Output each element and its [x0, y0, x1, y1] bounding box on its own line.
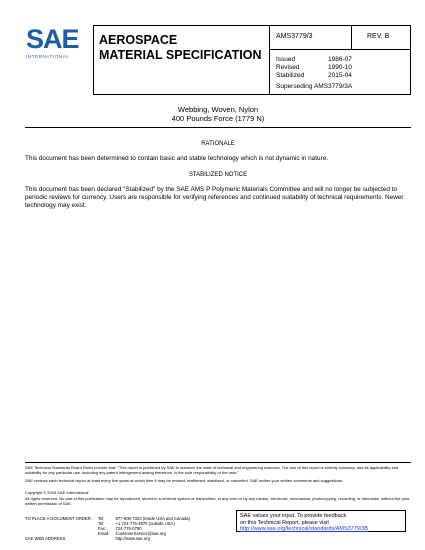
revision-label: REV. B	[367, 33, 390, 40]
date-table	[276, 56, 352, 80]
logo-mark: SAE	[26, 24, 79, 54]
order-label: TO PLACE A DOCUMENT ORDER:	[25, 516, 92, 521]
issued-value: 1986-07	[328, 56, 352, 63]
tel2-label: Tel:	[97, 521, 105, 526]
superseding-note: Superseding AMS3779/3A	[276, 83, 353, 90]
footer-rules-text: SAE Technical Standards Board Rules provide that: "This report is published by SAE to advance the state of technical and engineering sciences. The use of this report is entirely voluntary, and its applicability and suitability for any particular use, including any patent infringement arising therefrom, is the sole responsibility of the user."	[25, 465, 399, 475]
stabilized-text: This document has been declared "Stabilized" by the SAE AMS P Polymeric Materials Committee and will no longer be subjected to periodic reviews for currency. Users are responsible for verifying references and continued suitability of technical requirements. Newer technology may exist.	[25, 186, 404, 209]
rationale-text: This document has been determined to contain basic and stable technology which is not dynamic in nature.	[25, 155, 329, 162]
document-number: AMS3779/3	[276, 33, 313, 40]
rationale-heading: RATIONALE	[201, 141, 235, 147]
feedback-box	[236, 510, 406, 532]
doc-id: SAE WEB ADDRESS:	[25, 536, 67, 541]
header-divider	[351, 25, 352, 49]
email-label: Email:	[97, 531, 110, 536]
tel2-value: +1 724-776-4970 (outside USA)	[115, 521, 175, 526]
stabilized-heading: STABILIZED NOTICE	[188, 172, 248, 178]
revised-label: Revised	[276, 64, 300, 71]
footer-rights-text: All rights reserved. No part of this publication may be reproduced, stored in a retrieval system or transmitted, in any form or by any means, electronic, mechanical, photocopying, recording, or otherwise, without the prior written permission of SAE.	[25, 496, 410, 506]
fax-label: Fax:	[97, 526, 107, 531]
email-value: CustomerService@sae.org	[115, 531, 166, 536]
header-divider	[269, 25, 270, 95]
sae-logo	[26, 26, 86, 59]
tel1-label: Tel:	[97, 516, 105, 521]
tel1-value: 877-606-7323 (inside USA and Canada)	[115, 516, 190, 521]
header-divider	[269, 49, 411, 50]
fax-value: 724-776-0790	[115, 526, 142, 531]
document-title: Webbing, Woven, Nylon	[177, 105, 259, 114]
stabilized-value: 2015-04	[328, 72, 352, 79]
footer-rule	[25, 462, 411, 463]
logo-subtitle: INTERNATIONAL	[26, 54, 70, 59]
title-line-2: MATERIAL SPECIFICATION	[99, 48, 262, 62]
feedback-line-2: on this Technical Report, please visit	[240, 519, 329, 526]
document-subtitle: 400 Pounds Force (1779 N)	[171, 114, 265, 123]
order-contact-table	[25, 516, 196, 541]
footer-copyright: Copyright © 2015 SAE International	[25, 490, 89, 495]
document-type-title	[99, 33, 262, 63]
web-value[interactable]: http://www.sae.org	[115, 536, 150, 541]
issued-label: Issued	[276, 56, 296, 63]
footer-review-text: SAE reviews each technical report at least every five years at which time it may be revised, reaffirmed, stabilized, or cancelled. SAE invites your written comments and suggestions.	[25, 478, 344, 483]
stabilized-label: Stabilized	[276, 72, 305, 79]
revised-value: 1990-10	[328, 64, 352, 71]
feedback-link[interactable]: http://www.sae.org/technical/standards/AMS3779/3B	[240, 526, 369, 532]
feedback-line-1: SAE values your input. To provide feedback	[240, 513, 347, 519]
title-line-1: AEROSPACE	[99, 33, 178, 47]
